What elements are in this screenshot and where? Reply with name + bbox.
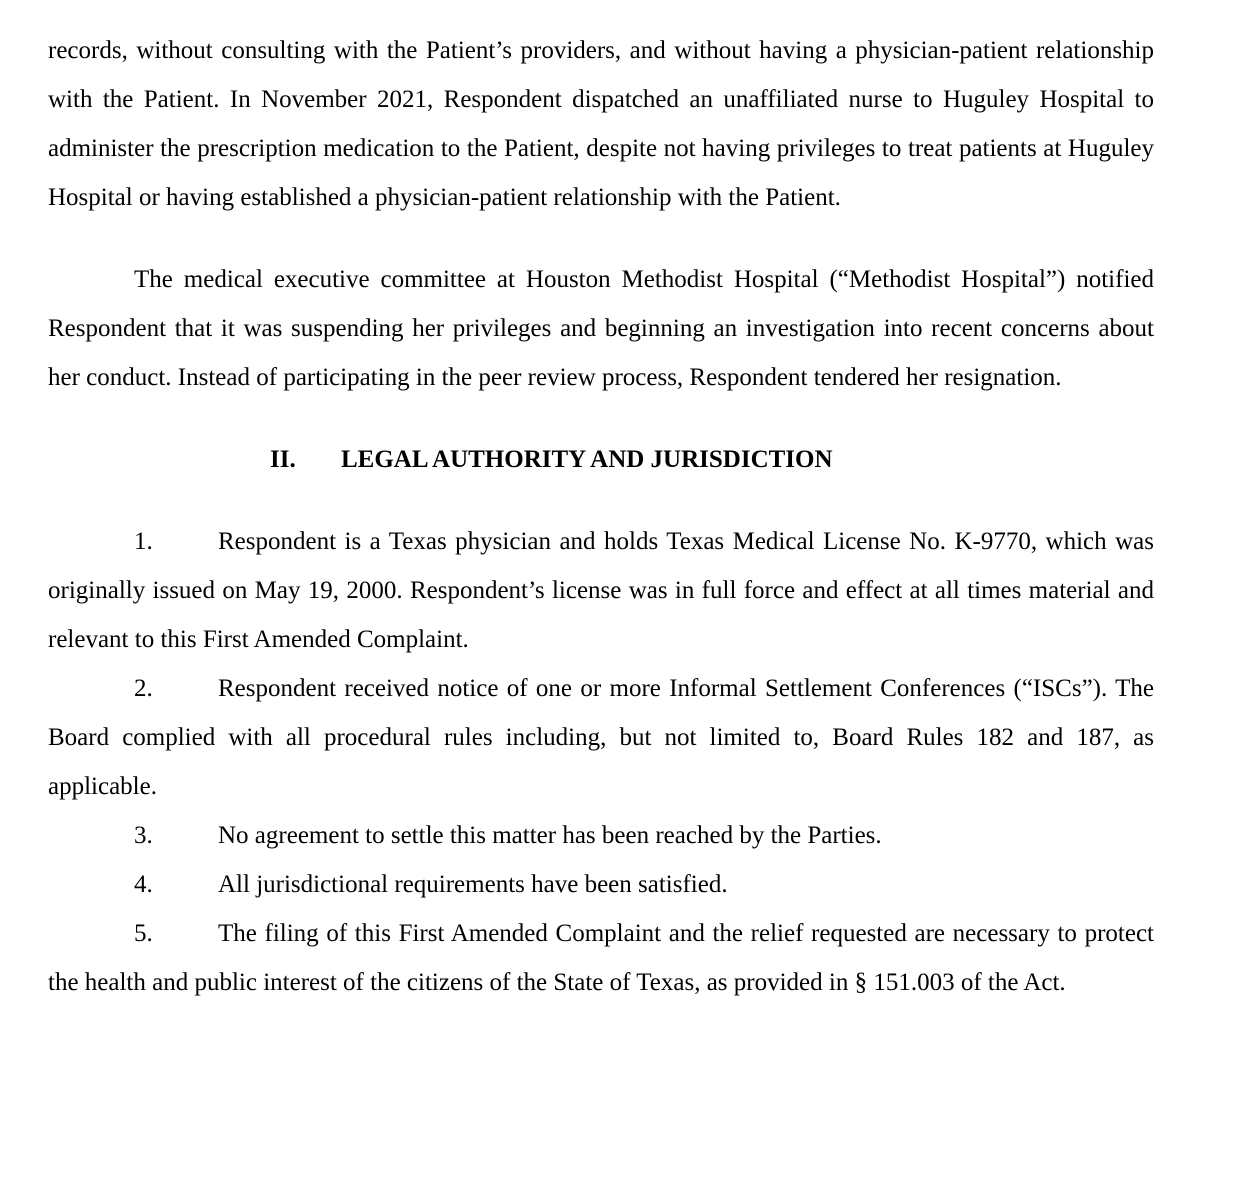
numbered-item-3 bbox=[48, 811, 1154, 860]
item-number: 1. bbox=[134, 528, 153, 555]
item-number: 3. bbox=[134, 822, 153, 849]
item-number: 2. bbox=[134, 675, 153, 702]
section-number: II. bbox=[270, 446, 296, 473]
item-text: Respondent received notice of one or more Informal Settlement Conferences (“ISCs”). The Board complied with all procedural rules including, but not limited to, Board Rules 182 and 187, as applicable. bbox=[48, 675, 1154, 800]
item-text: The filing of this First Amended Complaint and the relief requested are necessary to protect the health and public interest of the citizens of the State of Texas, as provided in § 151.003 of the Act. bbox=[48, 920, 1154, 996]
section-title: LEGAL AUTHORITY AND JURISDICTION bbox=[341, 446, 833, 473]
numbered-item-1 bbox=[48, 517, 1154, 664]
item-text: No agreement to settle this matter has been reached by the Parties. bbox=[218, 822, 882, 849]
numbered-item-4 bbox=[48, 860, 1154, 909]
paragraph-continuation: records, without consulting with the Patient’s providers, and without having a physician-patient relationship with the Patient. In November 2021, Respondent dispatched an unaffiliated nurse to Huguley Hospital to administer the prescription medication to the Patient, despite not having privileges to treat patients at Huguley Hospital or having established a physician-patient relationship with the Patient. bbox=[48, 37, 1154, 211]
item-number: 5. bbox=[134, 920, 153, 947]
item-number: 4. bbox=[134, 871, 153, 898]
document-page bbox=[48, 26, 1154, 1007]
item-text: All jurisdictional requirements have been satisfied. bbox=[218, 871, 728, 898]
numbered-item-2 bbox=[48, 664, 1154, 811]
numbered-item-5 bbox=[48, 909, 1154, 1007]
paragraph-methodist: The medical executive committee at Houston Methodist Hospital (“Methodist Hospital”) notified Respondent that it was suspending her privileges and beginning an investigation into recent concerns about her conduct. Instead of participating in the peer review process, Respondent tendered her resignation. bbox=[48, 266, 1154, 391]
section-heading bbox=[48, 435, 1154, 484]
item-text: Respondent is a Texas physician and holds Texas Medical License No. K-9770, which was originally issued on May 19, 2000. Respondent’s license was in full force and effect at all times material and relevant to this First Amended Complaint. bbox=[48, 528, 1154, 653]
